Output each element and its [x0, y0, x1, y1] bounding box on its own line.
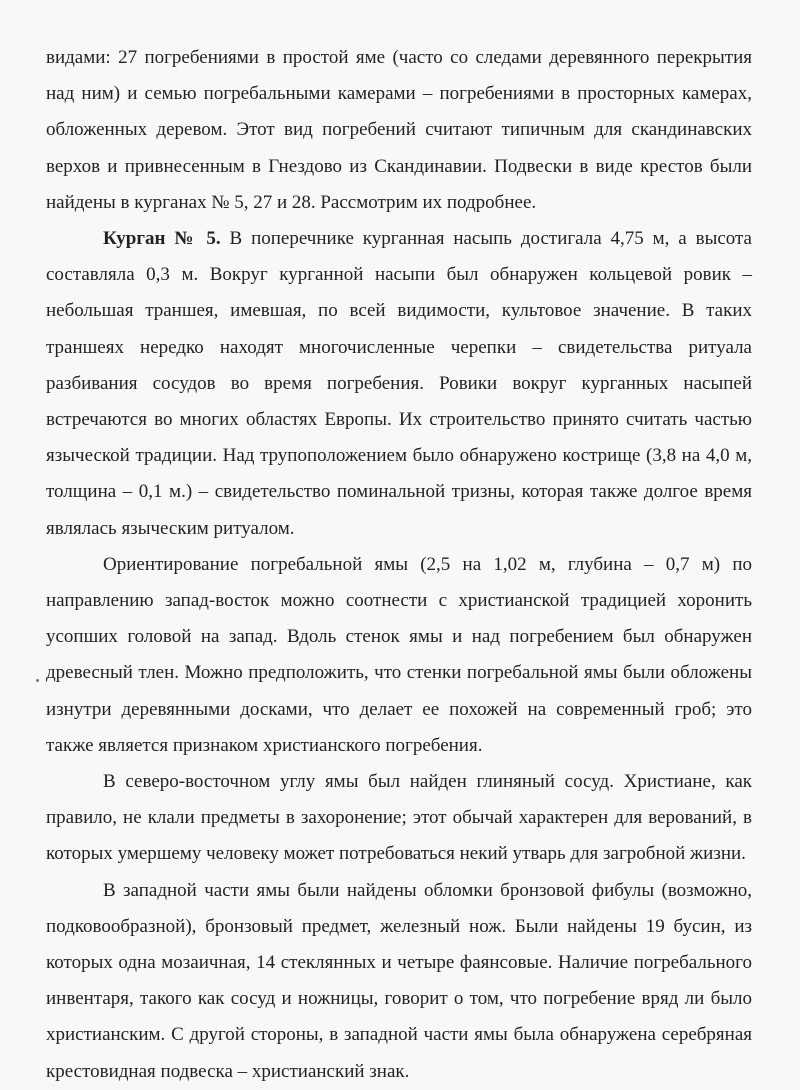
paragraph-finds: [46, 873, 752, 1090]
paragraph-text: В западной части ямы были найдены обломки бронзовой фибулы (возможно, подковообразной), бронзовый предмет, железный нож. Были найдены 19 бусин, из которых одна мозаичная, 14 стеклянных и четыре фаянсовые. Наличие погребального инвентаря, такого как сосуд и ножницы, говорит о том, что погребение вряд ли было христианским. С другой стороны, в западной части ямы была обнаружена серебряная крестовидная подвеска – христианский знак.: [46, 879, 752, 1082]
section-heading: Курган № 5.: [103, 228, 221, 250]
paragraph-text: В поперечнике курганная насыпь достигала 4,75 м, а высота составляла 0,3 м. Вокруг курганной насыпи был обнаружен кольцевой ровик – небольшая траншея, имевшая, по всей видимости, культовое значение. В таких траншеях нередко находят многочисленные черепки – свидетельства ритуала разбивания сосудов во время погребения. Ровики вокруг курганных насыпей встречаются во многих областях Европы. Их строительство принято считать частью языческой традиции. Над трупоположением было обнаружено кострище (3,8 на 4,0 м, толщина – 0,1 м.) – свидетельство поминальной тризны, которая также долгое время являлась языческим ритуалом.: [46, 228, 752, 539]
document-body: [46, 40, 752, 1090]
paragraph-text: видами: 27 погребениями в простой яме (часто со следами деревянного перекрытия над ним) и семью погребальными камерами – погребениями в просторных камерах, обложенных деревом. Этот вид погребений считают типичным для скандинавских верхов и привнесенным в Гнездово из Скандинавии. Подвески в виде крестов были найдены в курганах № 5, 27 и 28. Рассмотрим их подробнее.: [46, 47, 752, 213]
paragraph-text: В северо-восточном углу ямы был найден глиняный сосуд. Христиане, как правило, не клали предметы в захоронение; этот обычай характерен для верований, в которых умершему человеку может потребоваться некий утварь для загробной жизни.: [46, 771, 752, 865]
paragraph-vessel: [46, 764, 752, 873]
paragraph-text: Ориентирование погребальной ямы (2,5 на 1,02 м, глубина – 0,7 м) по направлению запад-восток можно соотнести с христианской традицией хоронить усопших головой на запад. Вдоль стенок ямы и над погребением был обнаружен древесный тлен. Можно предположить, что стенки погребальной ямы были обложены изнутри деревянными досками, что делает ее похожей на современный гроб; это также является признаком христианского погребения.: [46, 553, 752, 756]
paragraph-kurgan-5: [46, 221, 752, 547]
paragraph-continuation: [46, 40, 752, 221]
scan-dot-mark: [36, 679, 39, 682]
paragraph-orientation: [46, 547, 752, 764]
